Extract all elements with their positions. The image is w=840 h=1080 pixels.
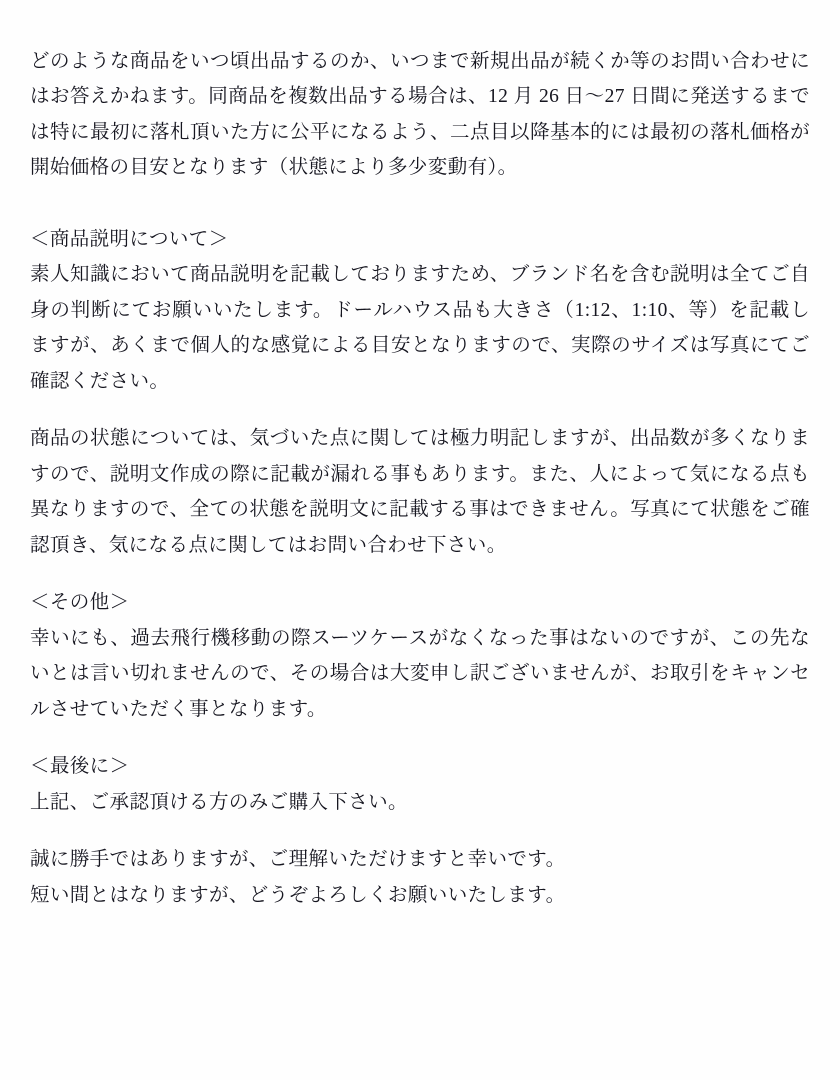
paragraph-closing-thanks: 誠に勝手ではありますが、ご理解いただけますと幸いです。 [30,849,566,871]
section-spacer [30,399,810,421]
section-spacer [30,186,810,222]
paragraph-suitcase-notice: 幸いにも、過去飛行機移動の際スーツケースがなくなった事はないのですが、この先ないとは言い切れませんので、その場合は大変申し訳ございませんが、お取引をキャンセルさせていただく事となります。 [30,627,810,720]
heading-product-description: ＜商品説明について＞ [30,228,229,250]
paragraph-amateur-knowledge: 素人知識において商品説明を記載しておりますため、ブランド名を含む説明は全てご自身の判断にてお願いいたします。ドールハウス品も大きさ（1:12、1:10、等）を記載しますが、あくまで個人的な感覚による目安となりますので、実際のサイズは写真にてご確認ください。 [30,264,810,392]
heading-finally: ＜最後に＞ [30,756,130,778]
section-spacer [30,727,810,749]
section-spacer [30,820,810,842]
paragraph-listing-schedule: どのような商品をいつ頃出品するのか、いつまで新規出品が続くか等のお問い合わせにはお答えかねます。同商品を複数出品する場合は、12 月 26 日〜27 日間に発送するまでは特に最初に落札頂いた方に公平になるよう、二点目以降基本的には最初の落札価格が開始価格の目安となります（状態により多少変動有）。 [30,51,810,179]
document-body [30,44,810,913]
paragraph-item-condition: 商品の状態については、気づいた点に関しては極力明記しますが、出品数が多くなりますので、説明文作成の際に記載が漏れる事もあります。また、人によって気になる点も異なりますので、全ての状態を説明文に記載する事はできません。写真にて状態をご確認頂き、気になる点に関してはお問い合わせ下さい。 [30,428,810,556]
heading-other: ＜その他＞ [30,592,130,614]
section-spacer [30,563,810,585]
paragraph-closing-regards: 短い間とはなりますが、どうぞよろしくお願いいたします。 [30,884,566,906]
paragraph-agreement: 上記、ご承認頂ける方のみご購入下さい。 [30,791,408,813]
